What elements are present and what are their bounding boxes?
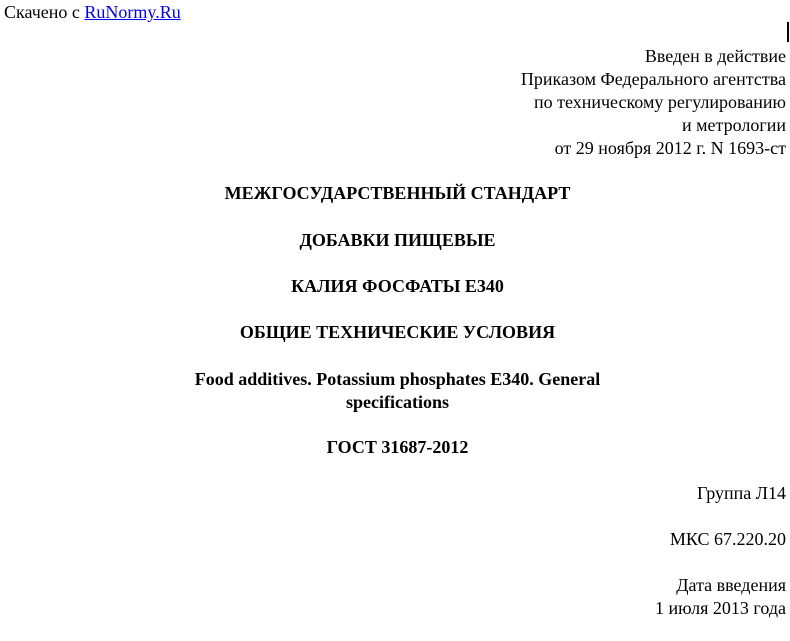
enactment-line-1: Введен в действие	[644, 46, 786, 66]
conditions-heading: ОБЩИЕ ТЕХНИЧЕСКИЕ УСЛОВИЯ	[239, 322, 556, 342]
gost-number: ГОСТ 31687-2012	[326, 437, 469, 457]
standard-type-heading: МЕЖГОСУДАРСТВЕННЫЙ СТАНДАРТ	[224, 183, 571, 203]
enactment-line-2: Приказом Федерального агентства	[520, 69, 786, 89]
enactment-line-4: и метрологии	[682, 115, 786, 135]
category-heading: ДОБАВКИ ПИЩЕВЫЕ	[299, 230, 496, 250]
introduction-date-label: Дата введения	[676, 575, 786, 595]
english-title: Food additives. Potassium phosphates E340. General specifications	[194, 369, 601, 412]
enactment-line-3: по техническому регулированию	[533, 92, 786, 112]
download-source-line	[4, 2, 181, 22]
mks-code: МКС 67.220.20	[669, 529, 786, 549]
runormy-link[interactable]: RuNormy.Ru	[84, 2, 181, 22]
group-code: Группа Л14	[697, 483, 786, 503]
enactment-block	[521, 45, 786, 160]
introduction-date-value: 1 июля 2013 года	[655, 598, 786, 618]
enactment-line-5: от 29 ноября 2012 г. N 1693-ст	[554, 138, 786, 158]
text-cursor	[787, 22, 789, 42]
subject-heading: КАЛИЯ ФОСФАТЫ Е340	[291, 276, 504, 296]
introduction-date-block	[655, 574, 786, 620]
download-prefix: Скачено с	[4, 2, 85, 22]
